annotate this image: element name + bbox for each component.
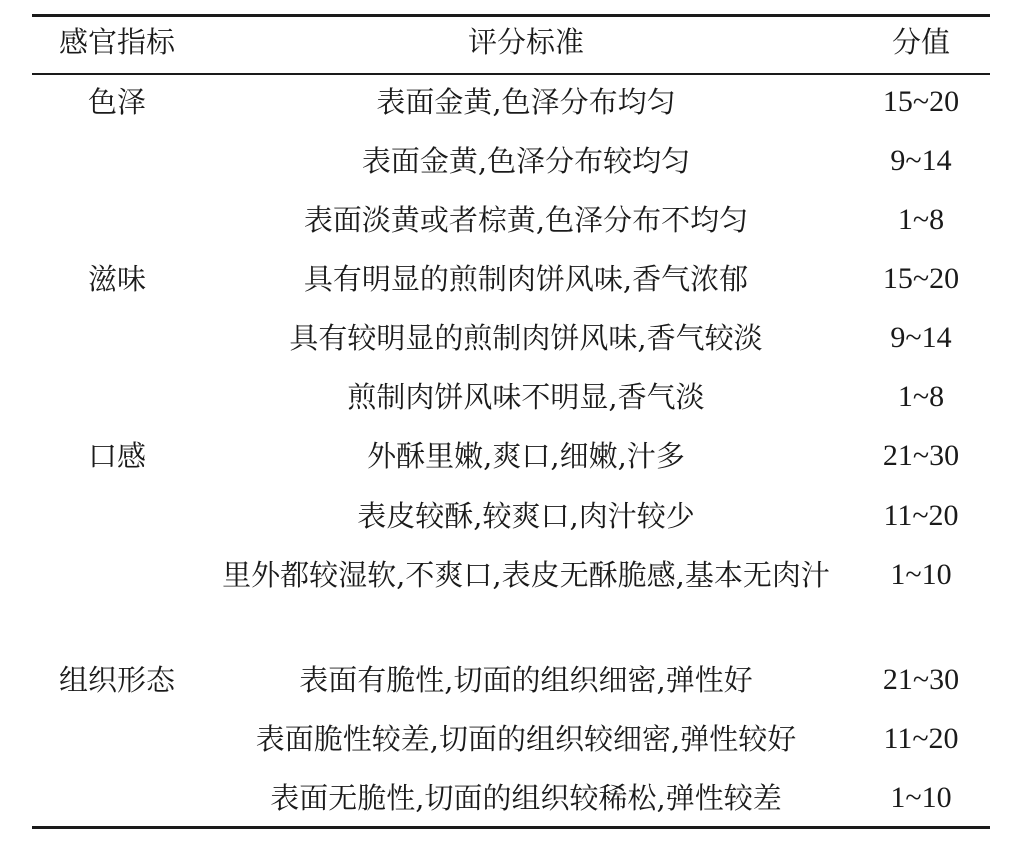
row-indicator: 滋味 [87,262,146,296]
row-score: 9~14 [890,321,952,354]
row-criterion: 具有明显的煎制肉饼风味,香气浓郁 [303,262,749,296]
row-score: 15~20 [882,85,960,118]
row-criterion: 表面有脆性,切面的组织细密,弹性好 [299,663,753,697]
row-indicator: 组织形态 [58,663,175,697]
header-score: 分值 [891,25,950,59]
row-criterion: 表面金黄,色泽分布均匀 [376,85,676,119]
row-criterion: 煎制肉饼风味不明显,香气淡 [347,380,705,414]
row-criterion: 表面脆性较差,切面的组织较细密,弹性较好 [255,722,797,756]
row-score: 21~30 [882,663,960,696]
row-indicator: 色泽 [87,85,146,119]
row-indicator: 口感 [87,439,146,473]
table-bottom-rule [32,826,990,829]
table-header-rule [32,73,990,75]
header-criterion: 评分标准 [467,25,584,59]
row-score: 1~10 [890,558,952,591]
row-score: 11~20 [883,722,959,755]
row-criterion: 外酥里嫩,爽口,细嫩,汁多 [367,439,685,473]
header-indicator: 感官指标 [58,25,175,59]
row-criterion: 表面金黄,色泽分布较均匀 [361,144,691,178]
row-score: 1~10 [890,781,952,814]
row-score: 9~14 [890,144,952,177]
row-criterion: 表面无脆性,切面的组织较稀松,弹性较差 [270,781,782,815]
row-score: 1~8 [897,203,945,236]
row-criterion: 表皮较酥,较爽口,肉汁较少 [357,499,695,533]
row-criterion: 里外都较湿软,不爽口,表皮无酥脆感,基本无肉汁 [222,558,830,592]
row-criterion: 具有较明显的煎制肉饼风味,香气较淡 [289,321,763,355]
row-score: 11~20 [883,499,959,532]
row-criterion: 表面淡黄或者棕黄,色泽分布不均匀 [303,203,749,237]
row-score: 21~30 [882,439,960,472]
table-top-rule [32,14,990,17]
row-score: 1~8 [897,380,945,413]
row-score: 15~20 [882,262,960,295]
